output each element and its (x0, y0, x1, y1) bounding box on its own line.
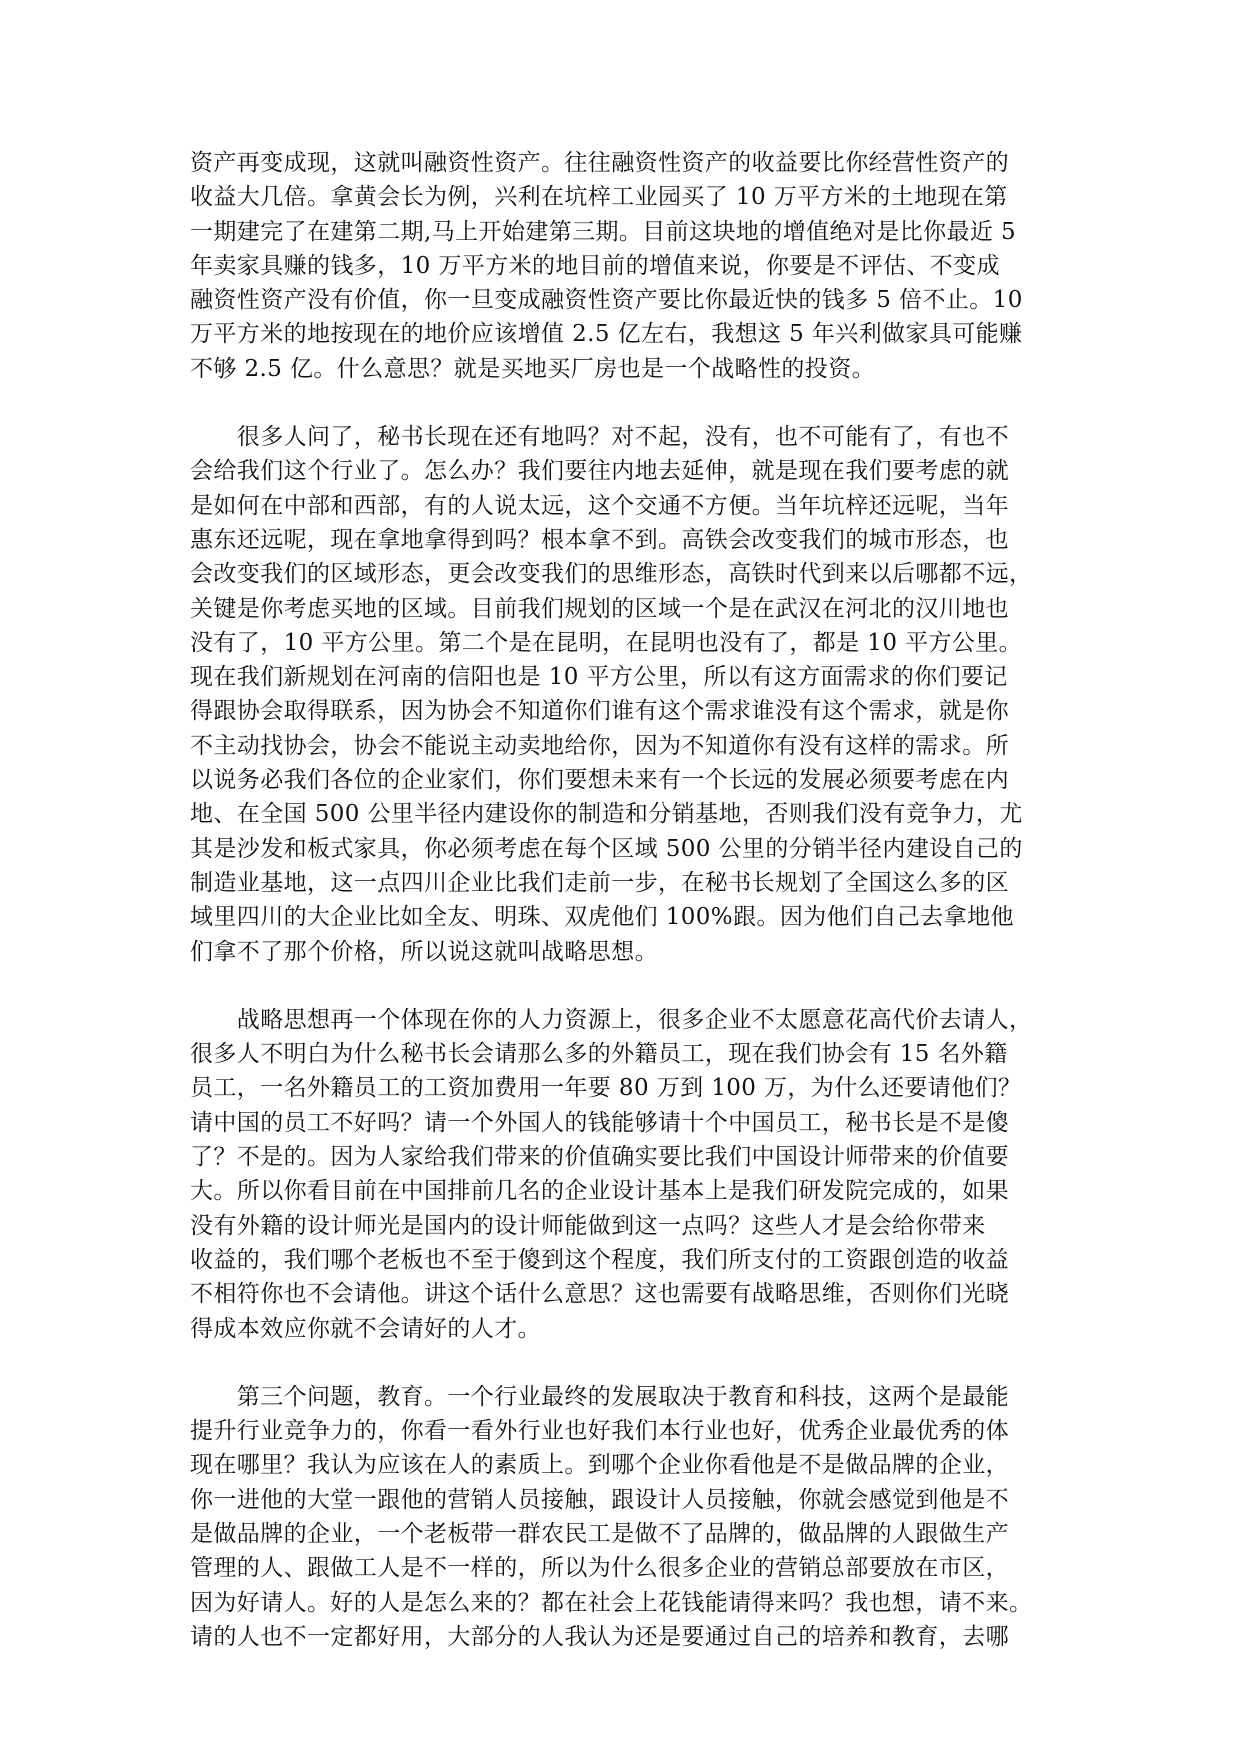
text-line: 不主动找协会，协会不能说主动卖地给你，因为不知道你有没有这样的需求。所 (190, 732, 1009, 759)
text-line: 管理的人、跟做工人是不一样的，所以为什么很多企业的营销总部要放在市区， (190, 1555, 1009, 1582)
text-line: 没有外籍的设计师光是国内的设计师能做到这一点吗？这些人才是会给你带来 (190, 1212, 986, 1239)
text-line: 请的人也不一定都好用，大部分的人我认为还是要通过自己的培养和教育，去哪 (190, 1623, 1009, 1650)
text-line: 没有了，10 平方公里。第二个是在昆明，在昆明也没有了，都是 10 平方公里。 (190, 629, 1023, 656)
text-line: 不够 2.5 亿。什么意思？就是买地买厂房也是一个战略性的投资。 (190, 355, 875, 382)
paragraph-2 (190, 420, 1062, 969)
text-line: 万平方米的地按现在的地价应该增值 2.5 亿左右，我想这 5 年兴利做家具可能赚 (190, 321, 1023, 348)
text-line: 以说务必我们各位的企业家们，你们要想未来有一个长远的发展必须要考虑在内 (190, 767, 1009, 794)
text-line: 收益的，我们哪个老板也不至于傻到这个程度，我们所支付的工资跟创造的收益 (190, 1246, 1009, 1273)
text-line: 现在哪里？我认为应该在人的素质上。到哪个企业你看他是不是做品牌的企业， (190, 1452, 1009, 1479)
text-line: 域里四川的大企业比如全友、明珠、双虎他们 100%跟。因为他们自己去拿地他 (190, 904, 1014, 931)
text-line: 很多人不明白为什么秘书长会请那么多的外籍员工，现在我们协会有 15 名外籍 (190, 1041, 1008, 1068)
text-line: 关键是你考虑买地的区域。目前我们规划的区域一个是在武汉在河北的汉川地也 (190, 595, 1009, 622)
text-line: 提升行业竞争力的，你看一看外行业也好我们本行业也好，优秀企业最优秀的体 (190, 1418, 1009, 1445)
paragraph-4 (190, 1380, 1062, 1654)
text-line: 不相符你也不会请他。讲这个话什么意思？这也需要有战略思维，否则你们光晓 (190, 1281, 1009, 1308)
text-line: 融资性资产没有价值，你一旦变成融资性资产要比你最近快的钱多 5 倍不止。10 (190, 287, 1023, 314)
text-line: 现在我们新规划在河南的信阳也是 10 平方公里，所以有这方面需求的你们要记 (190, 664, 1008, 691)
text-line: 你一进他的大堂一跟他的营销人员接触，跟设计人员接触，你就会感觉到他是不 (190, 1486, 1009, 1513)
text-line: 地、在全国 500 公里半径内建设你的制造和分销基地，否则我们没有竞争力，尤 (190, 801, 1023, 828)
text-line: 是做品牌的企业，一个老板带一群农民工是做不了品牌的，做品牌的人跟做生产 (190, 1520, 1009, 1547)
text-line: 很多人问了，秘书长现在还有地吗？对不起，没有，也不可能有了，有也不 (190, 424, 1009, 451)
text-line: 战略思想再一个体现在你的人力资源上，很多企业不太愿意花高代价去请人， (190, 1006, 1033, 1033)
text-line: 因为好请人。好的人是怎么来的？都在社会上花钱能请得来吗？我也想，请不来。 (190, 1589, 1033, 1616)
text-line: 制造业基地，这一点四川企业比我们走前一步，在秘书长规划了全国这么多的区 (190, 869, 1009, 896)
text-line: 大。所以你看目前在中国排前几名的企业设计基本上是我们研发院完成的，如果 (190, 1178, 1009, 1205)
text-line: 会改变我们的区域形态，更会改变我们的思维形态，高铁时代到来以后哪都不远， (190, 561, 1033, 588)
text-line: 得成本效应你就不会请好的人才。 (190, 1315, 541, 1342)
text-line: 请中国的员工不好吗？请一个外国人的钱能够请十个中国员工，秘书长是不是傻 (190, 1109, 1009, 1136)
text-line: 惠东还远呢，现在拿地拿得到吗？根本拿不到。高铁会改变我们的城市形态，也 (190, 526, 1009, 553)
text-line: 一期建完了在建第二期,马上开始建第三期。目前这块地的增值绝对是比你最近 5 (190, 218, 1017, 245)
text-line: 会给我们这个行业了。怎么办？我们要往内地去延伸，就是现在我们要考虑的就 (190, 458, 1009, 485)
text-line: 其是沙发和板式家具，你必须考虑在每个区域 500 公里的分销半径内建设自己的 (190, 835, 1023, 862)
text-line: 了？不是的。因为人家给我们带来的价值确实要比我们中国设计师带来的价值要 (190, 1144, 1009, 1171)
text-line: 年卖家具赚的钱多，10 万平方米的地目前的增值来说，你要是不评估、不变成 (190, 252, 1000, 279)
text-line: 员工，一名外籍员工的工资加费用一年要 80 万到 100 万，为什么还要请他们？ (190, 1075, 1022, 1102)
text-line: 们拿不了那个价格，所以说这就叫战略思想。 (190, 938, 658, 965)
paragraph-3 (190, 1003, 1062, 1346)
text-line: 收益大几倍。拿黄会长为例，兴利在坑梓工业园买了 10 万平方米的土地现在第 (190, 184, 1008, 211)
text-line: 第三个问题，教育。一个行业最终的发展取决于教育和科技，这两个是最能 (190, 1383, 1009, 1410)
text-line: 是如何在中部和西部，有的人说太远，这个交通不方便。当年坑梓还远呢，当年 (190, 492, 1009, 519)
text-line: 得跟协会取得联系，因为协会不知道你们谁有这个需求谁没有这个需求，就是你 (190, 698, 1009, 725)
paragraph-1 (190, 146, 1062, 386)
text-line: 资产再变成现，这就叫融资性资产。往往融资性资产的收益要比你经营性资产的 (190, 150, 1009, 176)
document-page (190, 146, 1062, 1688)
